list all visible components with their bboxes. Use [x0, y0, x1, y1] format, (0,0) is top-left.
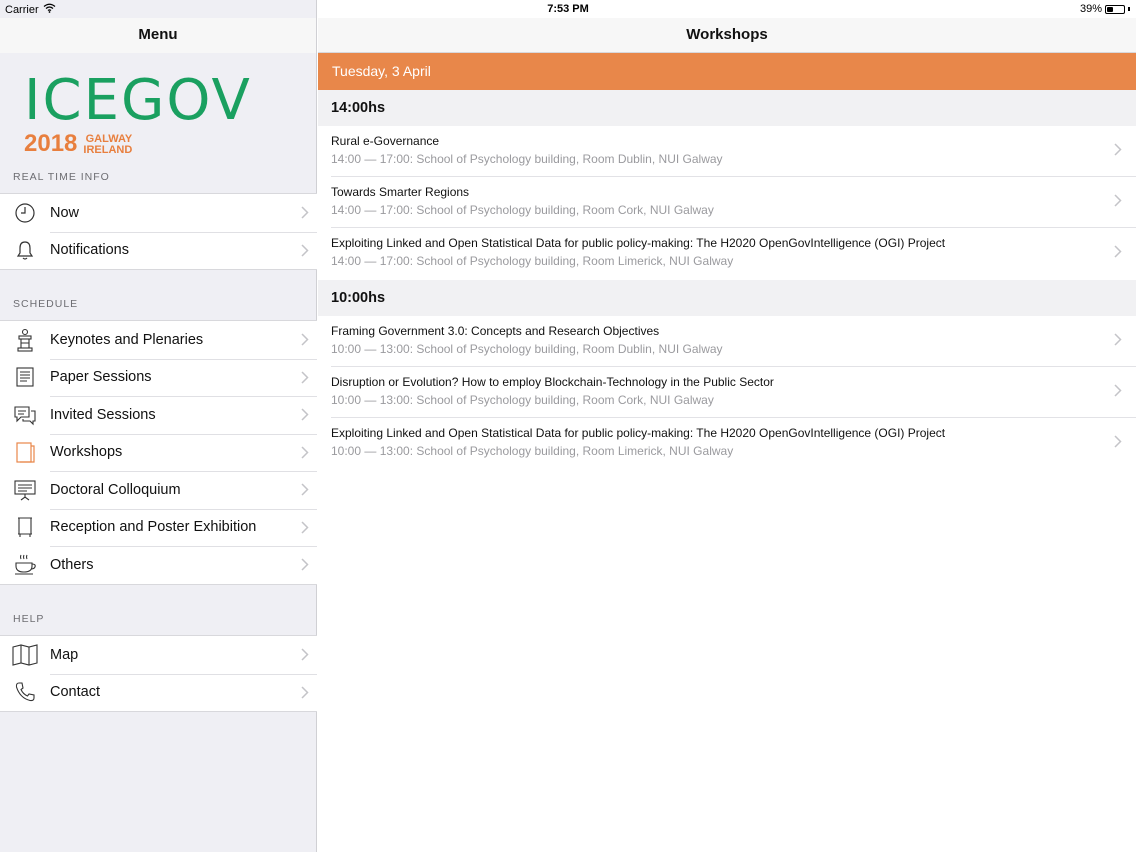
workshop-item[interactable] [318, 228, 1136, 279]
workshop-item[interactable] [318, 316, 1136, 367]
time-section-header: 10:00hs [318, 280, 1136, 316]
chevron-right-icon [293, 648, 317, 661]
workshop-item[interactable] [318, 177, 1136, 228]
workshop-title: Towards Smarter Regions [331, 185, 470, 199]
page-title: Workshops [318, 18, 1136, 53]
sidebar-item-label: Map [50, 646, 79, 663]
sidebar-item-map[interactable] [0, 636, 317, 674]
workshop-detail: 10:00 — 13:00: School of Psychology building, Room Limerick, NUI Galway [331, 444, 734, 458]
chevron-right-icon [293, 371, 317, 384]
chevron-right-icon [293, 558, 317, 571]
workshop-detail: 14:00 — 17:00: School of Psychology building, Room Cork, NUI Galway [331, 203, 714, 217]
section-header-help: HELP [13, 613, 45, 625]
status-time: 7:53 PM [547, 3, 589, 15]
time-section-header: 14:00hs [318, 90, 1136, 126]
poster-icon [0, 515, 50, 539]
sidebar-item-label: Paper Sessions [50, 369, 152, 386]
chat-icon [0, 404, 50, 426]
battery-tip [1128, 7, 1130, 11]
sidebar-item-label: Notifications [50, 242, 129, 259]
workshop-title: Exploiting Linked and Open Statistical Data for public policy-making: The H2020 OpenGovIntelligence (OGI) Project [331, 426, 946, 440]
chevron-right-icon [293, 206, 317, 219]
map-icon [0, 644, 50, 666]
sidebar-item-paper-sessions[interactable] [0, 359, 317, 397]
sidebar-item-doctoral-colloquium[interactable] [0, 471, 317, 509]
chevron-right-icon [1114, 143, 1122, 161]
chevron-right-icon [1114, 333, 1122, 351]
presentation-board-icon [0, 479, 50, 501]
chevron-right-icon [293, 244, 317, 257]
workshop-item[interactable] [318, 126, 1136, 177]
workshop-icon [0, 440, 50, 464]
document-icon [0, 366, 50, 388]
sidebar-item-keynotes[interactable] [0, 321, 317, 359]
sidebar-item-reception-poster[interactable] [0, 509, 317, 547]
sidebar-item-label: Others [50, 556, 94, 573]
workshop-detail: 14:00 — 17:00: School of Psychology building, Room Limerick, NUI Galway [331, 254, 734, 268]
workshop-title: Framing Government 3.0: Concepts and Research Objectives [331, 324, 660, 338]
workshop-detail: 10:00 — 13:00: School of Psychology building, Room Dublin, NUI Galway [331, 342, 723, 356]
workshop-item[interactable] [318, 418, 1136, 469]
coffee-icon [0, 553, 50, 577]
sidebar [0, 0, 317, 852]
sidebar-item-label: Workshops [50, 444, 123, 461]
sidebar-item-label: Now [50, 204, 80, 221]
sidebar-title: Menu [0, 18, 316, 53]
chevron-right-icon [293, 446, 317, 459]
workshop-detail: 14:00 — 17:00: School of Psychology building, Room Dublin, NUI Galway [331, 152, 723, 166]
sidebar-item-others[interactable] [0, 546, 317, 584]
logo-wordmark: ICEGOV [24, 68, 252, 133]
workshop-title: Rural e-Governance [331, 134, 440, 148]
sidebar-item-invited-sessions[interactable] [0, 396, 317, 434]
workshop-title: Exploiting Linked and Open Statistical Data for public policy-making: The H2020 OpenGovIntelligence (OGI) Project [331, 236, 946, 250]
section-header-schedule: SCHEDULE [13, 298, 79, 310]
bell-icon [0, 239, 50, 261]
chevron-right-icon [1114, 435, 1122, 453]
section-header-real-time-info: REAL TIME INFO [13, 171, 110, 183]
chevron-right-icon [293, 483, 317, 496]
workshop-detail: 10:00 — 13:00: School of Psychology building, Room Cork, NUI Galway [331, 393, 714, 407]
chevron-right-icon [1114, 245, 1122, 263]
sidebar-item-now[interactable] [0, 194, 317, 232]
battery-indicator [1080, 3, 1130, 15]
carrier-label: Carrier [5, 3, 39, 16]
battery-icon [1105, 5, 1125, 14]
phone-icon [0, 681, 50, 703]
sidebar-item-notifications[interactable] [0, 232, 317, 270]
sidebar-item-label: Doctoral Colloquium [50, 481, 181, 498]
status-bar [0, 0, 1136, 18]
date-header: Tuesday, 3 April [318, 53, 1136, 90]
workshop-title: Disruption or Evolution? How to employ Blockchain-Technology in the Public Sector [331, 375, 774, 389]
logo-place: GALWAY IRELAND [83, 133, 133, 156]
chevron-right-icon [293, 333, 317, 346]
battery-percent: 39% [1079, 3, 1102, 15]
workshop-item[interactable] [318, 367, 1136, 418]
chevron-right-icon [293, 408, 317, 421]
chevron-right-icon [293, 521, 317, 534]
battery-level [1107, 7, 1113, 12]
podium-icon [0, 328, 50, 352]
chevron-right-icon [1114, 384, 1122, 402]
chevron-right-icon [1114, 194, 1122, 212]
sidebar-item-contact[interactable] [0, 674, 317, 712]
icegov-logo [24, 68, 304, 162]
sidebar-item-workshops[interactable] [0, 434, 317, 472]
group-real-time-info [0, 193, 317, 270]
logo-year: 2018 [24, 130, 78, 157]
sidebar-item-label: Reception and Poster Exhibition [50, 519, 257, 536]
chevron-right-icon [293, 686, 317, 699]
sidebar-item-label: Contact [50, 684, 100, 701]
sidebar-item-label: Invited Sessions [50, 406, 156, 423]
group-schedule [0, 320, 317, 585]
group-help [0, 635, 317, 712]
clock-icon [0, 202, 50, 224]
sidebar-item-label: Keynotes and Plenaries [50, 331, 204, 348]
workshops-pane [318, 0, 1136, 852]
